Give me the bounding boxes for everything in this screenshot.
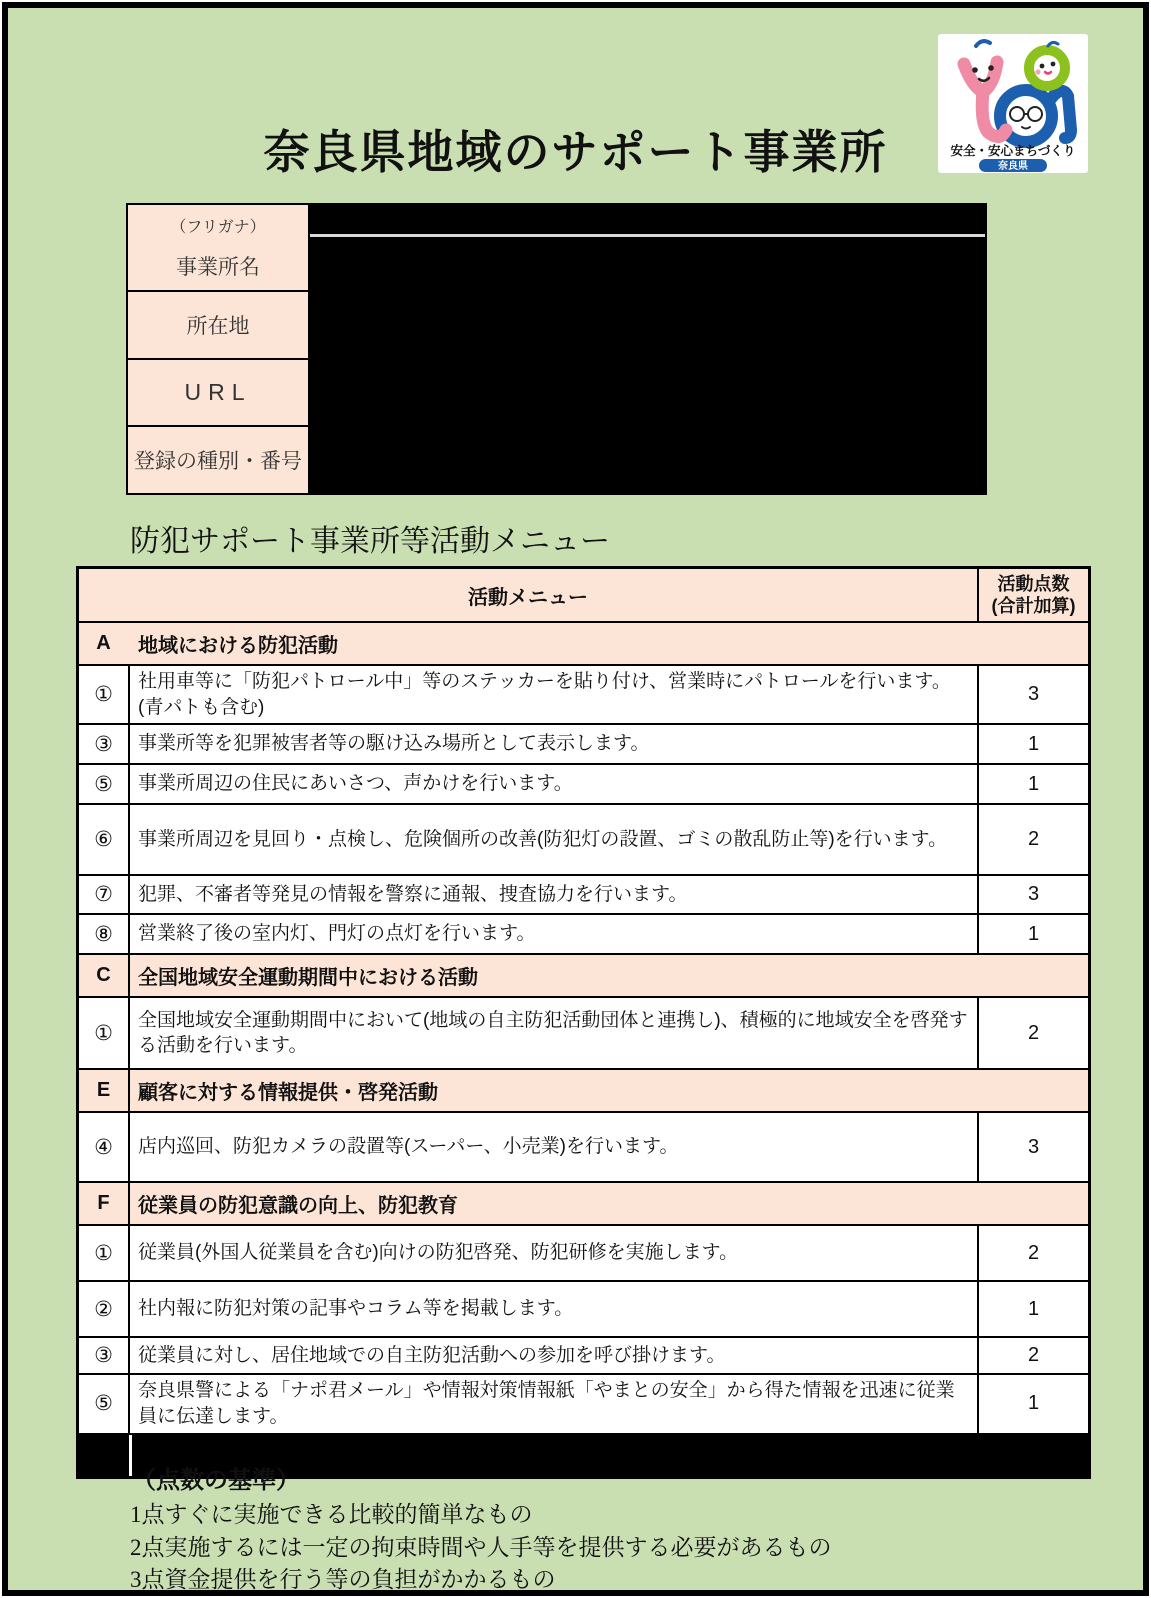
- info-form-row: [128, 292, 985, 358]
- info-form-row: [128, 205, 985, 290]
- menu-item-text: 社用車等に「防犯パトロール中」等のステッカーを貼り付け、営業時にパトロールを行います。(青パトも含む): [130, 666, 977, 723]
- menu-item-points: 2: [979, 1338, 1088, 1373]
- menu-item-points: 3: [979, 1113, 1088, 1181]
- menu-category-row: [79, 955, 1088, 996]
- form-value-redacted: [310, 292, 985, 358]
- form-value-redacted: [310, 360, 985, 425]
- menu-item-number: ①: [79, 666, 128, 723]
- form-value-redacted: [310, 205, 985, 290]
- points-header-line1: 活動点数: [997, 573, 1070, 594]
- menu-item-points: 1: [979, 765, 1088, 803]
- category-letter: A: [96, 632, 111, 654]
- menu-item-text: 店内巡回、防犯カメラの設置等(スーパー、小売業)を行います。: [130, 1113, 977, 1181]
- category-title: 地域における防犯活動: [138, 635, 338, 657]
- menu-item-number: ⑤: [79, 1375, 128, 1432]
- menu-item-points: 1: [979, 915, 1088, 953]
- menu-item-points: 3: [979, 666, 1088, 723]
- menu-item-points: 1: [979, 1282, 1088, 1336]
- menu-item-row: [79, 915, 1088, 953]
- business-info-form: [126, 203, 987, 495]
- category-letter: C: [79, 955, 128, 996]
- menu-item-points: 1: [979, 725, 1088, 763]
- menu-item-row: [79, 1282, 1088, 1336]
- menu-category-row: [79, 1070, 1088, 1111]
- menu-category-row: [79, 623, 1088, 664]
- menu-item-number: ⑧: [79, 915, 128, 953]
- logo-badge: 奈良県: [998, 161, 1028, 172]
- form-label: [128, 205, 308, 290]
- menu-item-number: ③: [79, 725, 128, 763]
- menu-item-number: ⑥: [79, 805, 128, 874]
- menu-category-row: [79, 1183, 1088, 1224]
- menu-item-row: [79, 876, 1088, 913]
- category-letter: F: [79, 1183, 128, 1224]
- menu-item-row: [79, 765, 1088, 803]
- menu-item-row: [79, 1338, 1088, 1373]
- document-page: [2, 2, 1149, 1596]
- menu-item-text: 従業員(外国人従業員を含む)向けの防犯啓発、防犯研修を実施します。: [130, 1226, 977, 1280]
- menu-item-text: 従業員に対し、居住地域での自主防犯活動への参加を呼び掛けます。: [130, 1338, 977, 1373]
- menu-item-number: ①: [79, 998, 128, 1068]
- menu-column-header: 活動メニュー: [79, 569, 977, 621]
- menu-item-text: 犯罪、不審者等発見の情報を警察に通報、捜査協力を行います。: [130, 876, 977, 913]
- scoring-notes: [130, 1460, 832, 1597]
- page-title: 奈良県地域のサポート事業所: [263, 126, 888, 178]
- menu-item-row: [79, 805, 1088, 874]
- note-line: 1点すぐに実施できる比較的簡単なもの: [130, 1502, 533, 1527]
- menu-item-number: ①: [79, 1226, 128, 1280]
- menu-item-points: 2: [979, 1226, 1088, 1280]
- menu-item-points: 3: [979, 876, 1088, 913]
- menu-item-text: 営業終了後の室内灯、門灯の点灯を行います。: [130, 915, 977, 953]
- menu-item-points: 2: [979, 998, 1088, 1068]
- menu-item-text: 全国地域安全運動期間中において(地域の自主防犯活動団体と連携し)、積極的に地域安全を啓発する活動を行います。: [130, 998, 977, 1068]
- points-header-line2: (合計加算): [991, 596, 1076, 616]
- note-line: 2点実施するには一定の拘束時間や人手等を提供する必要があるもの: [130, 1534, 832, 1560]
- form-label: [128, 360, 308, 425]
- logo-caption: 安全・安心まちづくり: [950, 144, 1076, 158]
- form-label-text: URL: [184, 379, 252, 405]
- menu-item-row: [79, 1375, 1088, 1432]
- pref-logo: [938, 34, 1088, 173]
- section-title: 防犯サポート事業所等活動メニュー: [130, 525, 610, 558]
- menu-item-number: ③: [79, 1338, 128, 1373]
- form-label-text: 登録の種別・番号: [134, 450, 302, 473]
- menu-item-text: 事業所等を犯罪被害者等の駆け込み場所として表示します。: [130, 725, 977, 763]
- form-value-redacted: [310, 427, 985, 493]
- category-title: 全国地域安全運動期間中における活動: [130, 955, 1088, 996]
- menu-item-text: 事業所周辺を見回り・点検し、危険個所の改善(防犯灯の設置、ゴミの散乱防止等)を行います。: [130, 805, 977, 874]
- info-form-row: [128, 427, 985, 493]
- menu-item-text: 社内報に防犯対策の記事やコラム等を掲載します。: [130, 1282, 977, 1336]
- category-title: 顧客に対する情報提供・啓発活動: [130, 1070, 1088, 1111]
- activity-menu-table: [76, 566, 1091, 1479]
- furigana-divider-line: [310, 234, 985, 237]
- points-column-header: [979, 569, 1088, 621]
- mascot-icon: [938, 34, 1088, 173]
- menu-item-number: ⑦: [79, 876, 128, 913]
- menu-item-text: 事業所周辺の住民にあいさつ、声かけを行います。: [130, 765, 977, 803]
- form-label-furigana: （フリガナ）: [170, 219, 266, 236]
- menu-item-number: ④: [79, 1113, 128, 1181]
- form-label: [128, 292, 308, 358]
- note-line: 3点資金提供を行う等の負担がかかるもの: [130, 1567, 556, 1593]
- menu-item-row: [79, 998, 1088, 1068]
- category-letter: E: [79, 1070, 128, 1111]
- form-label-text: 事業所名: [176, 256, 260, 279]
- menu-item-row: [79, 1226, 1088, 1280]
- form-label-text: 所在地: [186, 315, 250, 338]
- info-form-row: [128, 360, 985, 425]
- menu-table-header: [79, 569, 1088, 621]
- notes-heading: （点数の基準）: [132, 1468, 300, 1494]
- category-title: 従業員の防犯意識の向上、防犯教育: [130, 1183, 1088, 1224]
- menu-item-points: 1: [979, 1375, 1088, 1432]
- menu-item-row: [79, 1113, 1088, 1181]
- menu-item-row: [79, 725, 1088, 763]
- menu-item-text: 奈良県警による「ナポ君メール」や情報対策情報紙「やまとの安全」から得た情報を迅速に従業員に伝達します。: [130, 1375, 977, 1432]
- menu-item-number: ⑤: [79, 765, 128, 803]
- menu-item-row: [79, 666, 1088, 723]
- menu-item-points: 2: [979, 805, 1088, 874]
- form-label: [128, 427, 308, 493]
- menu-item-number: ②: [79, 1282, 128, 1336]
